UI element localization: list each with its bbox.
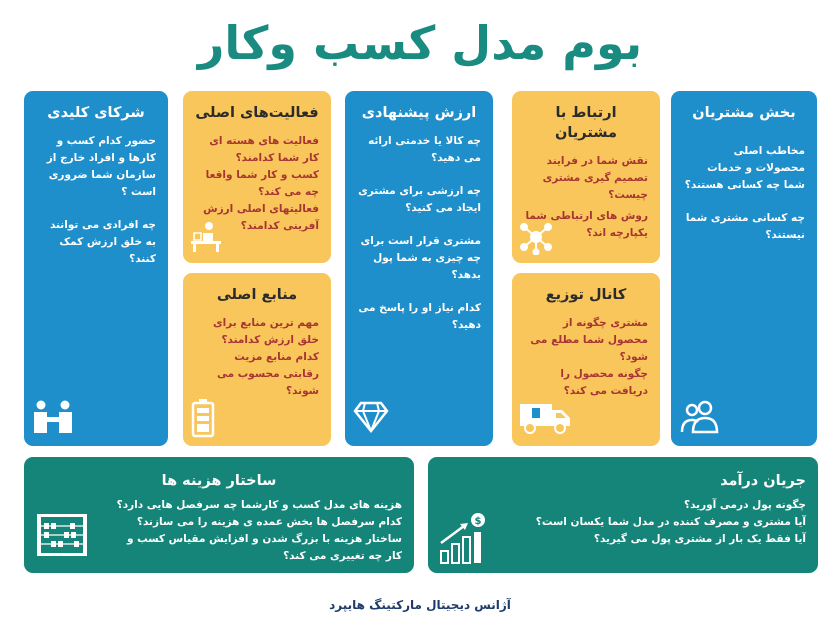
key-resources-title: منابع اصلی <box>216 287 298 303</box>
revenue-streams-card <box>428 457 818 573</box>
cost-structure-line: ساختار هزینه با بزرگ شدن و افزایش مقیاس کسب و کار چه تغییری می کند؟ <box>126 533 402 562</box>
revenue-streams-line: آیا فقط یک بار از مشتری پول می گیرید؟ <box>593 533 806 545</box>
value-proposition-line: کدام نیاز او را پاسخ می دهید؟ <box>358 302 481 331</box>
revenue-streams-line: چگونه پول درمی آورید؟ <box>684 499 806 511</box>
cost-structure-title: ساختار هزینه ها <box>161 473 277 489</box>
value-proposition-line: چه کالا یا خدمتی ارائه می دهید؟ <box>368 135 481 164</box>
cost-structure-line: هزینه های مدل کسب و کارشما چه سرفصل هایی دارد؟ <box>116 499 402 511</box>
key-activities-line: فعالیتهای اصلی ارزش آفرینی کدامند؟ <box>203 203 319 232</box>
svg-text:$: $ <box>474 516 482 527</box>
key-partners-line: حضور کدام کسب و کارها و افراد خارج از سازمان شما ضروری است ؟ <box>46 135 156 198</box>
delivery-van-icon <box>518 398 572 436</box>
battery-icon <box>191 398 215 438</box>
key-partners-line: چه افرادی می توانند به خلق ارزش کمک کنند؟ <box>49 219 156 265</box>
abacus-icon <box>34 511 90 559</box>
value-proposition-card <box>345 91 493 446</box>
channels-line: مشتری چگونه از محصول شما مطلع می شود؟ <box>530 317 648 363</box>
customer-relationships-line: نقش شما در فرایند تصمیم گیری مشتری چیست؟ <box>542 155 648 201</box>
channels-title: کانال توزیع <box>545 287 627 303</box>
footer-credit: آژانس دیجیتال مارکتینگ هایپرد <box>329 598 511 612</box>
revenue-streams-line: آیا مشتری و مصرف کننده در مدل شما یکسان است؟ <box>535 516 806 528</box>
key-resources-line: کدام منابع مزیت رقابتی محسوب می شوند؟ <box>216 351 319 397</box>
customer-relationships-line: روش های ارتباطی شما یکپارچه اند؟ <box>525 210 648 239</box>
customer-segments-title: بخش مشتریان <box>692 105 796 121</box>
users-icon <box>679 396 719 436</box>
channels-line: چگونه محصول را دریافت می کند؟ <box>560 368 648 397</box>
diamond-icon <box>353 401 389 433</box>
customer-relationships-card <box>512 91 660 263</box>
value-proposition-title: ارزش پیشنهادی <box>361 105 477 121</box>
key-resources-line: مهم ترین منابع برای خلق ارزش کدامند؟ <box>212 317 319 346</box>
growth-chart-icon <box>438 511 488 565</box>
customer-segments-line: چه کسانی مشتری شما نیستند؟ <box>685 212 805 241</box>
key-activities-card <box>183 91 331 263</box>
key-resources-card <box>183 273 331 446</box>
network-icon <box>518 219 554 255</box>
cost-structure-card <box>24 457 414 573</box>
key-partners-card <box>24 91 168 446</box>
customer-segments-card <box>671 91 817 446</box>
value-proposition-line: چه ارزشی برای مشتری ایجاد می کنید؟ <box>358 185 481 214</box>
key-activities-line: کسب و کار شما واقعا چه می کند؟ <box>205 169 319 198</box>
cost-structure-line: کدام سرفصل ها بخش عمده ی هزینه را می سازند؟ <box>136 516 402 528</box>
channels-card <box>512 273 660 446</box>
customer-relationships-title: ارتباط با مشتریان <box>555 105 617 141</box>
key-activities-title: فعالیت‌های اصلی <box>195 105 319 121</box>
value-proposition-line: مشتری قرار است برای چه چیزی به شما پول بدهد؟ <box>360 235 481 281</box>
key-partners-title: شرکای کلیدی <box>47 105 145 121</box>
handshake-icon <box>30 399 76 435</box>
key-activities-line: فعالیت های هسته ای کار شما کدامند؟ <box>209 135 319 164</box>
customer-segments-line: مخاطب اصلی محصولات و خدمات شما چه کسانی هستند؟ <box>684 145 805 191</box>
page-title: بوم مدل کسب وکار <box>197 16 643 70</box>
revenue-streams-title: جریان درآمد <box>720 473 806 489</box>
desk-worker-icon <box>189 219 223 253</box>
